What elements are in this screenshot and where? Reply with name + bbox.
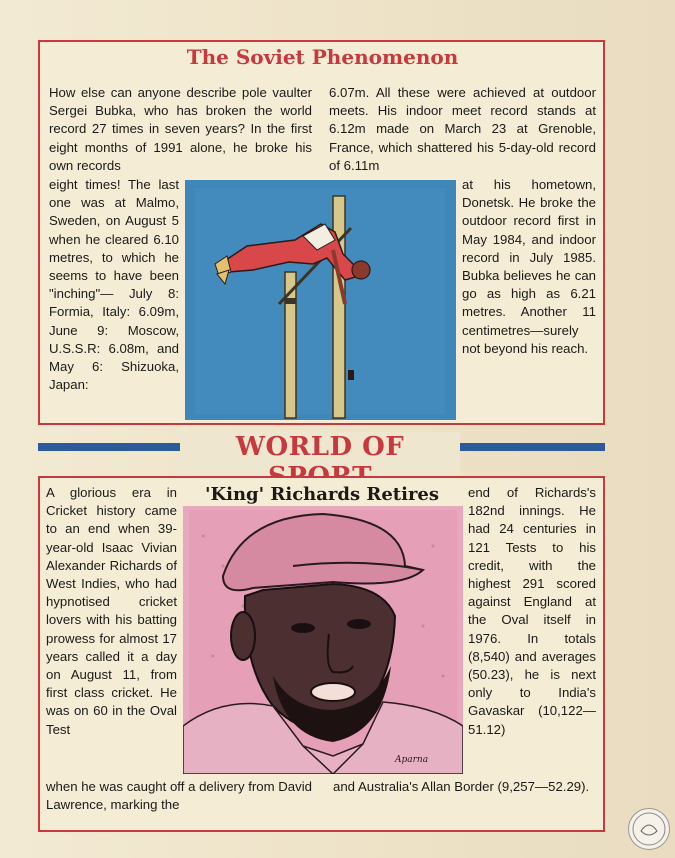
article-title-richards: 'King' Richards Retires (204, 484, 440, 505)
section-heading: WORLD OF (180, 432, 460, 492)
article-title-soviet: The Soviet Phenomenon (186, 45, 459, 69)
article-text-right-top: 6.07m. All these were achieved at outdoor meets. His indoor meet record stands at 6.12m made on March 23 at Grenoble, France, which shattered his 5-day-old record of 6.11m (329, 85, 596, 173)
article-text-bottom-right: and Australia's Allan Border (9,257—52.29). (333, 779, 590, 794)
article-text-left: A glorious era in Cricket history came to an end when 39-year-old Isaac Vivian Alexander Richards of West Indies, who had hypnotised cricket lovers with his batting prowess for almost 17 years called it a day on August 11, from first class cricket. He was on 60 in the Oval Test (46, 485, 177, 737)
pole-vaulter-illustration (185, 180, 456, 420)
cricketer-portrait-illustration (183, 506, 463, 774)
article-text-left-top: How else can anyone describe pole vaulter Sergei Bubka, who has broken the world record 27 times in seven years? In the first eight months of 1991 alone, he broke his own records (49, 85, 312, 173)
article-text-right-bottom: at his hometown, Donetsk. He broke the outdoor record first in May 1984, and indoor record in July 1985. Bubka believes he can go as high as 6.21 metres. Another 11 centimetres—surely not beyond his reach. (462, 177, 596, 356)
article-text-right: end of Richards's 182nd innings. He had 24 centuries in 121 Tests to his credit, with the highest 291 scored against England at the Oval itself in 1976. In totals (8,540) and averages (50.23), he is next only to India's Gavaskar (10,122—51.12) (468, 485, 596, 737)
artist-signature: Aparna (395, 755, 429, 765)
article-text-left-bottom: eight times! The last one was at Malmo, Sweden, on August 5 when he cleared 6.10 metres, to which he seems to have been "inching"— July 8: Formia, Italy: 6.09m, June 9: Moscow, U.S.S.R: 6.08m, and May 6: Shizuoka, Japan: (49, 177, 179, 393)
article-text-bottom-left: when he was caught off a delivery from David Lawrence, marking the (46, 779, 312, 813)
library-stamp-logo (628, 808, 670, 850)
